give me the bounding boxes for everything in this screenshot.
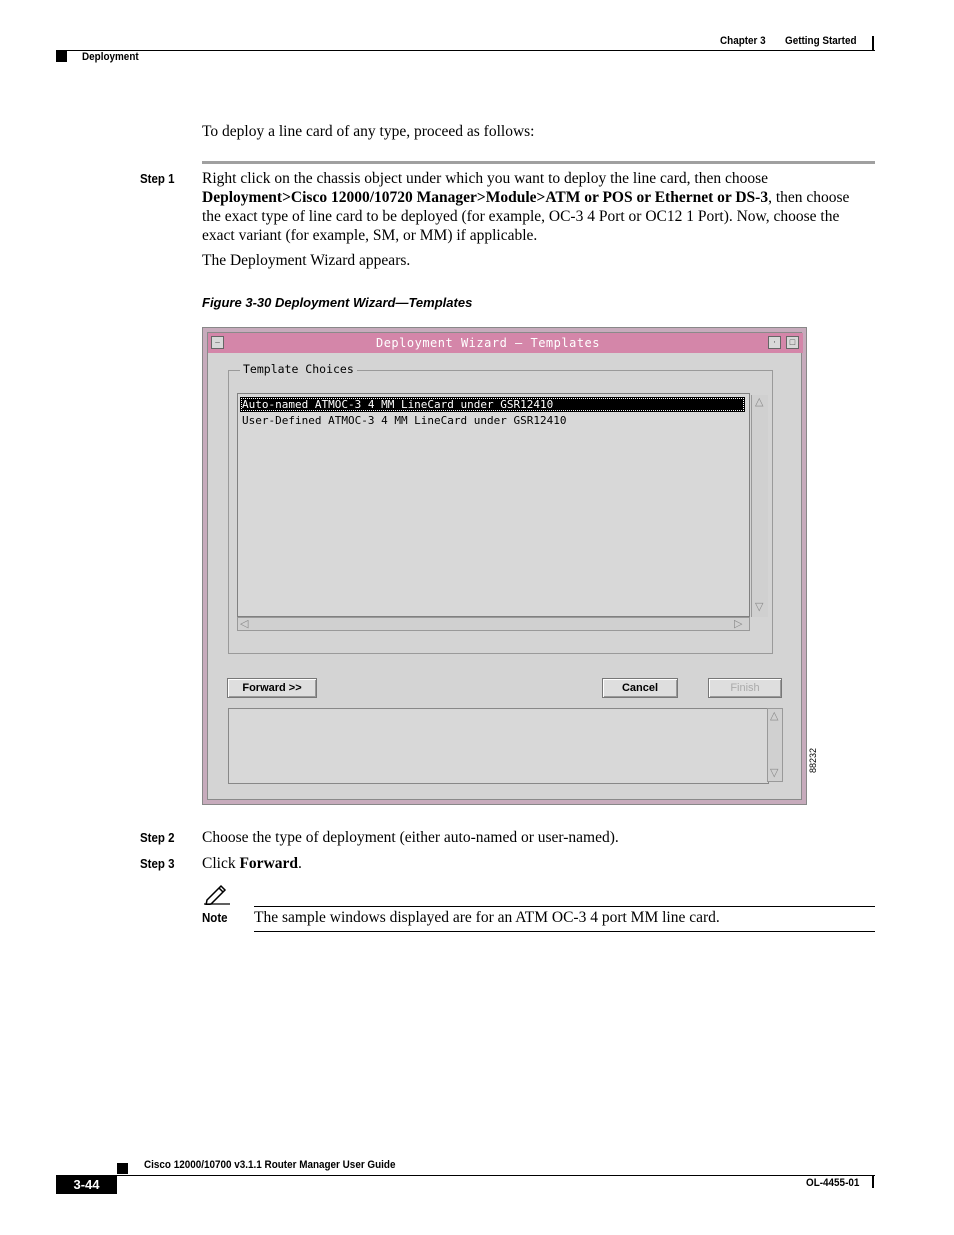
footer-marker [117,1163,128,1174]
step-1-line-4: exact variant (for example, SM, or MM) if applicable. [202,227,538,244]
list-vertical-scrollbar[interactable] [751,395,768,617]
footer-page-number: 3-44 [56,1175,117,1194]
step-1-then-choose: , then choose [768,189,850,206]
step-3-click: Click [202,855,240,872]
figure-id: 88232 [808,747,818,773]
finish-button[interactable]: Finish [708,678,782,698]
note-rule-top [254,906,875,907]
note-rule-bottom [254,931,875,932]
step-3-forward: Forward [239,855,299,872]
footer-rule [117,1175,875,1176]
list-item-auto-named[interactable]: Auto-named ATMOC-3 4 MM LineCard under GSR12410 [240,397,745,412]
scroll-up-icon[interactable]: △ [755,396,764,408]
header-right-bar [872,36,874,50]
wizard-title: Deployment Wizard — Templates [375,336,600,350]
step-1-line-1: Right click on the chassis object under which you want to deploy the line card, then choose [202,170,769,187]
window-menu-icon[interactable]: – [211,336,224,349]
wizard-titlebar [208,333,803,353]
cancel-button[interactable]: Cancel [602,678,678,698]
list-horizontal-scrollbar[interactable] [237,617,750,631]
scroll-down-icon[interactable]: ▽ [755,601,764,613]
figure-caption: Figure 3-30 Deployment Wizard—Templates [202,295,473,310]
minimize-icon[interactable]: · [768,336,781,349]
template-choices-label: Template Choices [240,362,357,376]
note-pencil-icon [204,883,230,905]
message-scrollbar[interactable] [767,708,783,782]
header-marker [56,51,67,62]
step-2-text: Choose the type of deployment (either auto-named or user-named). [202,829,619,846]
step-1-text [202,169,882,245]
step-3-text [202,854,302,873]
step-3-period: . [298,855,302,872]
step-1-menu-path: Deployment>Cisco 12000/10720 Manager>Module>ATM or POS or Ethernet or DS-3 [202,189,769,206]
step-3-label: Step 3 [140,857,175,871]
scroll-right-icon[interactable]: ▷ [734,618,743,630]
template-list[interactable] [237,393,750,617]
footer-guide-title: Cisco 12000/10700 v3.1.1 Router Manager User Guide [144,1159,396,1171]
header-rule [56,50,875,51]
step-1-line-2 [202,188,882,207]
step-1-result: The Deployment Wizard appears. [202,252,411,269]
message-area [228,708,769,784]
step-2-label: Step 2 [140,831,175,845]
intro-text: To deploy a line card of any type, proceed as follows: [202,123,535,140]
step-1-label: Step 1 [140,172,175,186]
header-chapter-title: Getting Started [785,35,857,47]
step-1-line-3: the exact type of line card to be deployed (for example, OC-3 4 Port or OC12 1 Port). Now, choose the [202,208,840,225]
header-chapter: Chapter 3 [720,35,766,47]
note-label: Note [202,911,228,925]
wizard-body [207,332,802,800]
note-text: The sample windows displayed are for an ATM OC-3 4 port MM line card. [254,909,720,926]
header-section: Deployment [82,51,139,63]
scroll-left-icon[interactable]: ◁ [240,618,249,630]
message-scroll-up-icon[interactable]: △ [770,710,779,722]
wizard-window [202,327,807,805]
maximize-icon[interactable]: □ [786,336,799,349]
step-rule [202,161,875,164]
message-scroll-down-icon[interactable]: ▽ [770,767,779,779]
list-item-user-defined[interactable]: User-Defined ATMOC-3 4 MM LineCard under GSR12410 [242,414,567,427]
forward-button[interactable]: Forward >> [227,678,317,698]
footer-right-bar [872,1176,874,1188]
footer-doc-number: OL-4455-01 [806,1177,860,1189]
